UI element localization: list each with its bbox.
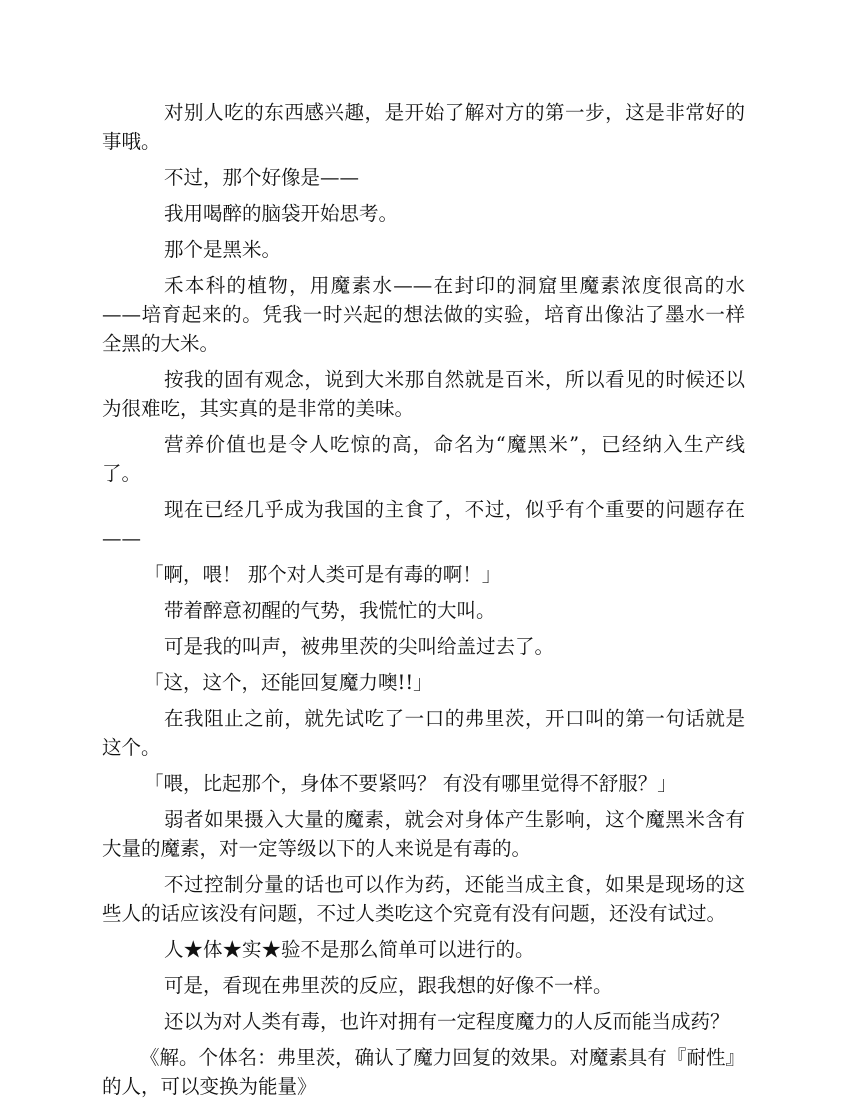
dialogue-line: 「啊，喂！ 那个对人类可是有毒的啊！」 bbox=[144, 563, 502, 586]
paragraph: 可是我的叫声，被弗里茨的尖叫给盖过去了。 bbox=[164, 635, 555, 658]
paragraph: 我用喝醉的脑袋开始思考。 bbox=[164, 202, 399, 225]
document-page bbox=[102, 98, 745, 1108]
paragraph: 带着醉意初醒的气势，我慌忙的大叫。 bbox=[164, 599, 496, 622]
paragraph: 在我阻止之前，就先试吃了一口的弗里茨，开口叫的第一句话就是这个。 bbox=[102, 707, 745, 759]
paragraph: 那个是黑米。 bbox=[164, 238, 282, 261]
paragraph: 禾本科的植物，用魔素水——在封印的洞窟里魔素浓度很高的水——培育起来的。凭我一时兴起的想法做的实验，培育出像沾了墨水一样全黑的大米。 bbox=[102, 274, 745, 355]
dialogue-line: 「喂，比起那个，身体不要紧吗？ 有没有哪里觉得不舒服？」 bbox=[144, 772, 677, 795]
paragraph: 不过控制分量的话也可以作为药，还能当成主食，如果是现场的这些人的话应该没有问题，不过人类吃这个究竟有没有问题，还没有试过。 bbox=[102, 873, 745, 925]
paragraph: 现在已经几乎成为我国的主食了，不过，似乎有个重要的问题存在—— bbox=[102, 498, 745, 550]
paragraph: 还以为对人类有毒，也许对拥有一定程度魔力的人反而能当成药？ bbox=[164, 1010, 730, 1033]
paragraph: 人★体★实★验不是那么简单可以进行的。 bbox=[164, 938, 535, 961]
paragraph: 弱者如果摄入大量的魔素，就会对身体产生影响，这个魔黑米含有大量的魔素，对一定等级以下的人来说是有毒的。 bbox=[102, 808, 745, 860]
paragraph: 营养价值也是令人吃惊的高，命名为“魔黑米”，已经纳入生产线了。 bbox=[102, 433, 745, 485]
paragraph: 对别人吃的东西感兴趣，是开始了解对方的第一步，这是非常好的事哦。 bbox=[102, 101, 745, 153]
system-message: 《解。个体名：弗里茨，确认了魔力回复的效果。对魔素具有『耐性』的人，可以变换为能量》 bbox=[102, 1046, 745, 1098]
paragraph: 可是，看现在弗里茨的反应，跟我想的好像不一样。 bbox=[164, 974, 613, 997]
dialogue-line: 「这，这个，还能回复魔力噢!!」 bbox=[144, 671, 433, 694]
paragraph: 按我的固有观念，说到大米那自然就是百米，所以看见的时候还以为很难吃，其实真的是非常的美味。 bbox=[102, 368, 745, 420]
paragraph: 不过，那个好像是—— bbox=[164, 166, 360, 189]
